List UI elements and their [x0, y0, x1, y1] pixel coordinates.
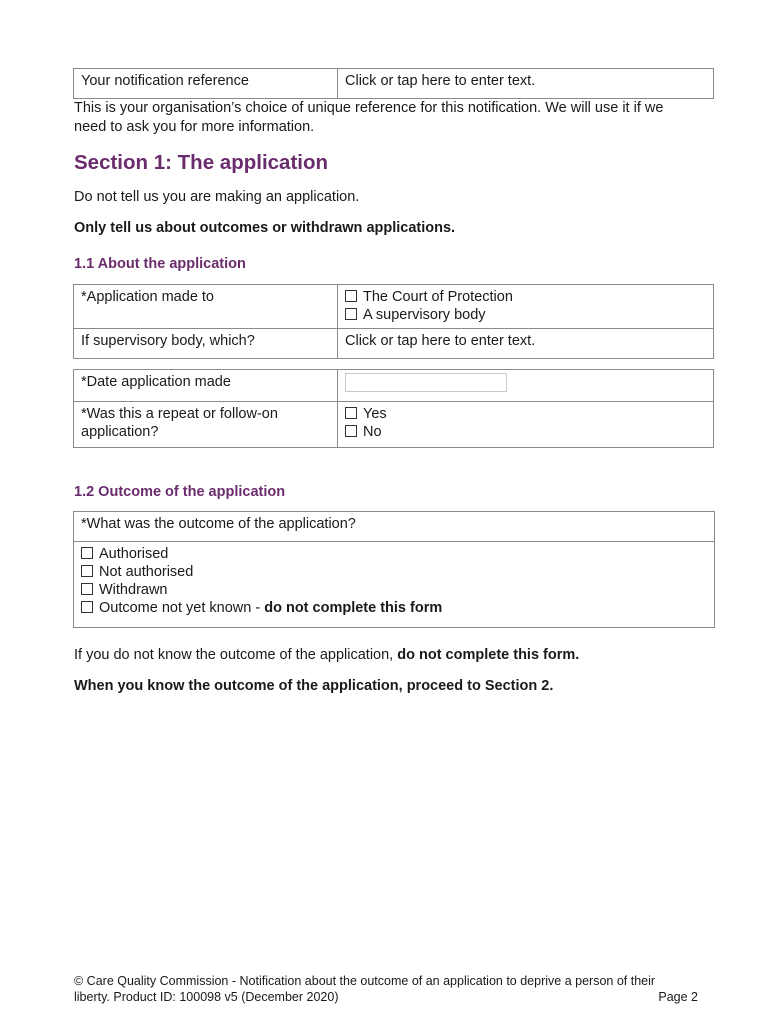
reference-note: This is your organisation’s choice of unique reference for this notification. We will use it if we need to ask you for more information. — [74, 100, 664, 135]
option-label: The Court of Protection — [363, 289, 513, 305]
reference-table — [73, 68, 714, 99]
checkbox-option[interactable] — [81, 545, 707, 563]
option-label: Authorised — [99, 546, 169, 562]
checkbox-icon[interactable] — [345, 425, 357, 437]
checkbox-option[interactable] — [345, 306, 706, 324]
checkbox-option[interactable] — [81, 563, 707, 581]
outcome-question: *What was the outcome of the application? — [74, 512, 715, 542]
option-label: Withdrawn — [99, 582, 168, 598]
supervisory-input[interactable]: Click or tap here to enter text. — [338, 329, 714, 359]
date-label: *Date application made — [74, 370, 338, 402]
repeat-options — [338, 402, 714, 448]
checkbox-icon[interactable] — [345, 290, 357, 302]
checkbox-option[interactable] — [345, 423, 706, 441]
date-cell — [338, 370, 714, 402]
reference-label: Your notification reference — [74, 69, 338, 99]
outcome-options — [74, 542, 715, 628]
section-1-title: Section 1: The application — [74, 151, 329, 174]
option-label: Not authorised — [99, 564, 194, 580]
date-input[interactable] — [345, 373, 507, 392]
checkbox-option[interactable] — [345, 288, 706, 306]
reference-input[interactable]: Click or tap here to enter text. — [338, 69, 714, 99]
checkbox-icon[interactable] — [345, 308, 357, 320]
outcome-note-text: If you do not know the outcome of the application, — [74, 647, 398, 663]
section-1-intro: Do not tell us you are making an application. — [74, 189, 360, 205]
made-to-options — [338, 285, 714, 329]
outcome-note — [74, 646, 579, 665]
date-repeat-table — [73, 369, 714, 448]
supervisory-label: If supervisory body, which? — [74, 329, 338, 359]
outcome-table — [73, 511, 715, 628]
checkbox-icon[interactable] — [81, 565, 93, 577]
subsection-1-1-title: 1.1 About the application — [74, 256, 246, 272]
option-label: Yes — [363, 406, 387, 422]
checkbox-option[interactable] — [81, 581, 707, 599]
repeat-label: *Was this a repeat or follow-on application? — [74, 402, 338, 448]
option-label: No — [363, 424, 382, 440]
section-1-instruction: Only tell us about outcomes or withdrawn applications. — [74, 220, 456, 236]
checkbox-icon[interactable] — [81, 583, 93, 595]
made-to-label: *Application made to — [74, 285, 338, 329]
checkbox-option[interactable] — [81, 599, 707, 617]
checkbox-icon[interactable] — [345, 407, 357, 419]
checkbox-icon[interactable] — [81, 601, 93, 613]
page-footer — [74, 973, 698, 1005]
application-made-to-table — [73, 284, 714, 359]
option-label: A supervisory body — [363, 307, 486, 323]
subsection-1-2-title: 1.2 Outcome of the application — [74, 484, 286, 500]
footer-text: © Care Quality Commission - Notification about the outcome of an application to deprive a person of their liberty. Product ID: 100098 v5 (December 2020) — [74, 974, 656, 1004]
proceed-instruction: When you know the outcome of the application, proceed to Section 2. — [74, 678, 554, 694]
checkbox-option[interactable] — [345, 405, 706, 423]
page-number: Page 2 — [658, 990, 698, 1004]
checkbox-icon[interactable] — [81, 547, 93, 559]
option-warning: do not complete this form — [264, 600, 443, 616]
option-label: Outcome not yet known - — [99, 600, 265, 616]
outcome-note-warning: do not complete this form. — [397, 647, 580, 663]
